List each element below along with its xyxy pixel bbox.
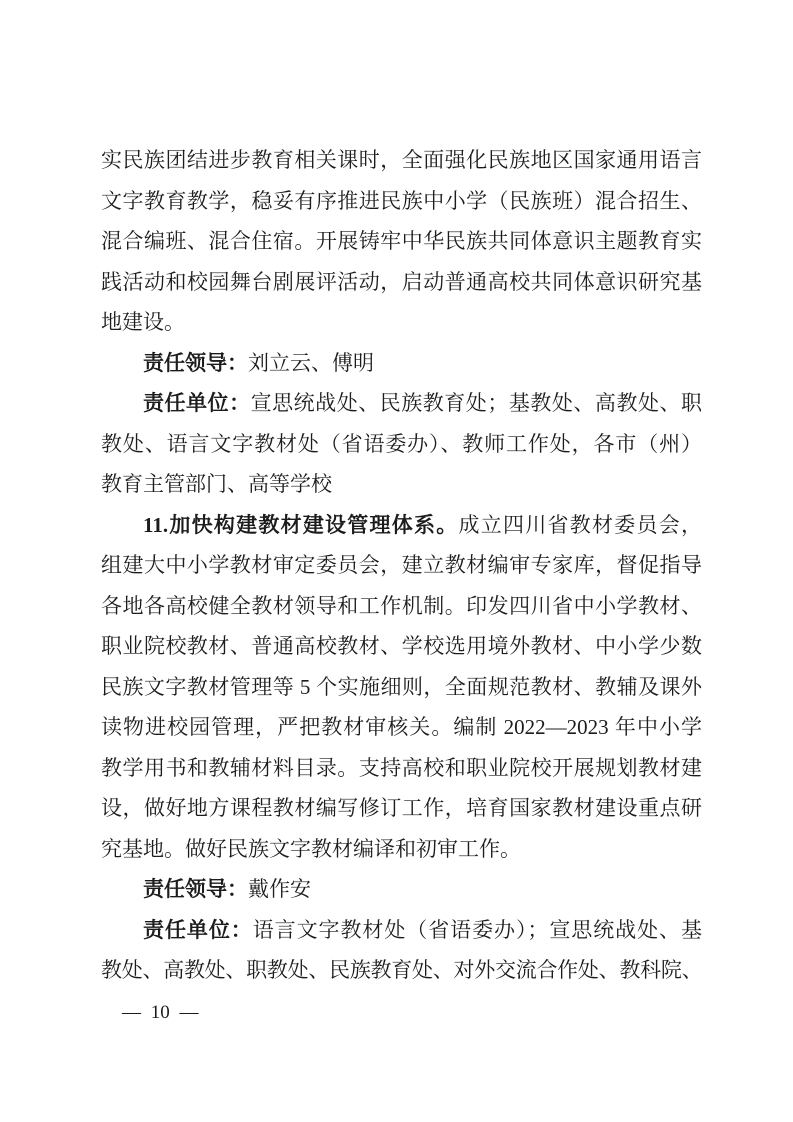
text-line bbox=[101, 667, 702, 708]
text-run: 教处、语言文字教材处（省语委办）、教师工作处，各市（州） bbox=[101, 431, 702, 456]
text-line bbox=[101, 869, 702, 910]
text-line bbox=[101, 464, 702, 505]
text-line bbox=[101, 424, 702, 465]
text-run: 职业院校教材、普通高校教材、学校选用境外教材、中小学少数 bbox=[101, 634, 702, 658]
text-run: 教学用书和教辅材料目录。支持高校和职业院校开展规划教材建 bbox=[101, 755, 702, 780]
text-line bbox=[101, 302, 702, 343]
text-run: 宣思统战处、民族教育处；基教处、高教处、职 bbox=[250, 391, 703, 415]
text-run: 读物进校园管理，严把教材审核关。编制 2022—2023 年中小学 bbox=[101, 715, 702, 739]
text-line bbox=[101, 748, 702, 789]
text-run: 地建设。 bbox=[101, 310, 185, 334]
text-line bbox=[101, 383, 702, 424]
text-line bbox=[101, 707, 702, 748]
text-line bbox=[101, 343, 702, 384]
text-line bbox=[101, 221, 702, 262]
text-line bbox=[101, 140, 702, 181]
text-run: 组建大中小学教材审定委员会，建立教材编审专家库，督促指导 bbox=[101, 553, 702, 577]
text-line bbox=[101, 910, 702, 951]
text-line bbox=[101, 505, 702, 546]
text-run: 文字教育教学，稳妥有序推进民族中小学（民族班）混合招生、 bbox=[101, 188, 702, 213]
text-run: 混合编班、混合住宿。开展铸牢中华民族共同体意识主题教育实 bbox=[101, 229, 702, 253]
text-run: 刘立云、傅明 bbox=[248, 350, 374, 375]
text-line bbox=[101, 181, 702, 222]
bold-run: 责任单位： bbox=[143, 917, 253, 942]
bold-run: 责任领导： bbox=[143, 877, 248, 901]
page-number: — 10 — bbox=[122, 1002, 199, 1023]
text-line bbox=[101, 626, 702, 667]
page-footer bbox=[122, 1000, 199, 1026]
text-line bbox=[101, 829, 702, 870]
text-line bbox=[101, 788, 702, 829]
text-run: 成立四川省教材委员会， bbox=[458, 512, 703, 537]
text-run: 戴作安 bbox=[248, 877, 311, 901]
text-run: 教育主管部门、高等学校 bbox=[101, 472, 332, 496]
text-line bbox=[101, 950, 702, 991]
text-line bbox=[101, 586, 702, 627]
text-run: 教处、高教处、职教处、民族教育处、对外交流合作处、教科院、 bbox=[101, 958, 702, 982]
text-line bbox=[101, 262, 702, 303]
bold-run: 11.加快构建教材建设管理体系。 bbox=[143, 512, 459, 537]
text-run: 设，做好地方课程教材编写修订工作，培育国家教材建设重点研 bbox=[101, 796, 702, 820]
text-run: 践活动和校园舞台剧展评活动，启动普通高校共同体意识研究基 bbox=[101, 269, 702, 294]
document-body bbox=[101, 140, 702, 991]
text-run: 语言文字教材处（省语委办）；宣思统战处、基 bbox=[252, 917, 703, 942]
text-line bbox=[101, 545, 702, 586]
text-run: 各地各高校健全教材领导和工作机制。印发四川省中小学教材、 bbox=[101, 593, 702, 618]
text-run: 实民族团结进步教育相关课时，全面强化民族地区国家通用语言 bbox=[101, 148, 702, 172]
text-run: 究基地。做好民族文字教材编译和初审工作。 bbox=[101, 836, 521, 861]
text-run: 民族文字教材管理等 5 个实施细则，全面规范教材、教辅及课外 bbox=[101, 674, 702, 699]
bold-run: 责任单位： bbox=[143, 391, 251, 415]
bold-run: 责任领导： bbox=[143, 350, 248, 375]
